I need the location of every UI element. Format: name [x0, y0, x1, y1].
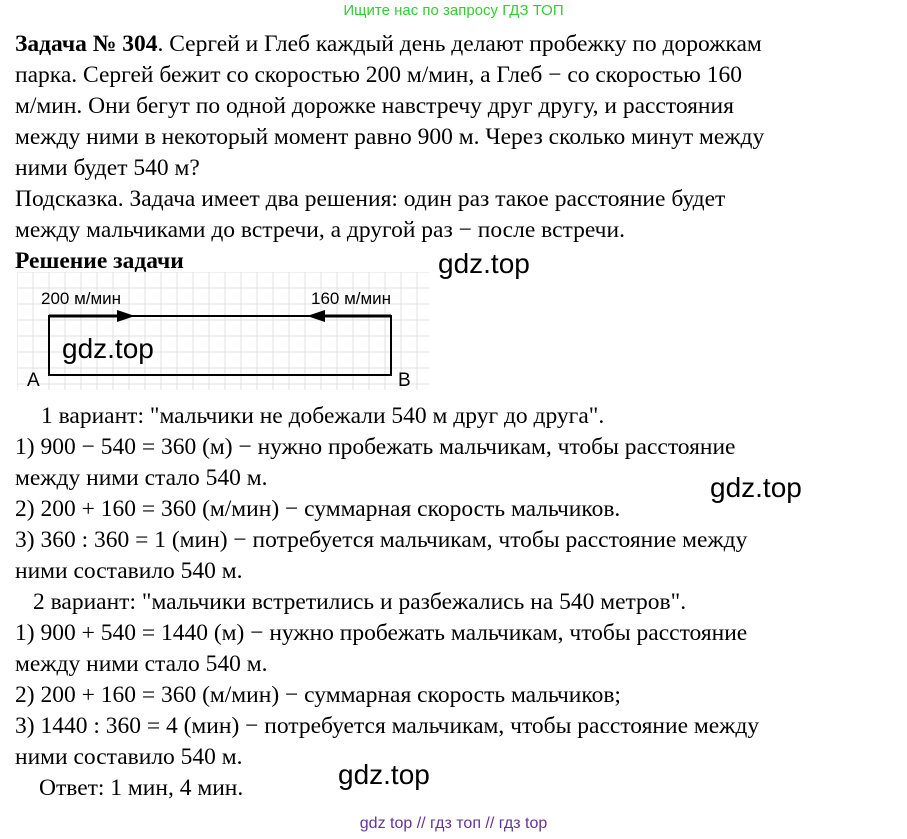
- task-line-3: м/мин. Они бегут по одной дорожке навстречу друг другу, и расстояния: [15, 93, 734, 119]
- top-banner: Ищите нас по запросу ГДЗ ТОП: [343, 2, 564, 19]
- variant1-line-3: 2) 200 + 160 = 360 (м/мин) − суммарная скорость мальчиков.: [15, 496, 621, 522]
- watermark: gdz.top: [338, 759, 430, 790]
- hint-line-2: между мальчиками до встречи, а другой раз − после встречи.: [15, 217, 625, 243]
- variant2-line-1: 1) 900 + 540 = 1440 (м) − нужно пробежать мальчикам, чтобы расстояние: [15, 620, 748, 646]
- solution-title: Решение задачи: [15, 248, 184, 274]
- task-line-1: Задача № 304. Сергей и Глеб каждый день делают пробежку по дорожкам: [15, 31, 762, 57]
- variant2-line-3: 2) 200 + 160 = 360 (м/мин) − суммарная скорость мальчиков;: [15, 682, 621, 708]
- variant2-line-2: между ними стало 540 м.: [15, 651, 268, 677]
- variant1-line-4: 3) 360 : 360 = 1 (мин) − потребуется мальчикам, чтобы расстояние между: [15, 527, 748, 553]
- variant2-title: 2 вариант: "мальчики встретились и разбежались на 540 метров".: [33, 589, 687, 615]
- watermark: gdz.top: [710, 472, 802, 503]
- footer: gdz top // гдз топ // гдз top: [359, 815, 548, 832]
- variant1-line-2: между ними стало 540 м.: [15, 465, 268, 491]
- task-line-5: ними будет 540 м?: [15, 155, 200, 181]
- variant2-line-5: ними составило 540 м.: [15, 744, 243, 770]
- variant2-line-4: 3) 1440 : 360 = 4 (мин) − потребуется мальчикам, чтобы расстояние между: [15, 713, 760, 739]
- left-speed-label: 200 м/мин: [41, 289, 122, 308]
- variant1-line-5: ними составило 540 м.: [15, 558, 243, 584]
- watermark: gdz.top: [62, 333, 154, 364]
- watermark: gdz.top: [438, 248, 530, 279]
- task-line-4: между ними в некоторый момент равно 900 м. Через сколько минут между: [15, 124, 765, 150]
- task-number: Задача № 304: [15, 31, 158, 57]
- point-b-label: B: [398, 370, 411, 390]
- variant1-line-1: 1) 900 − 540 = 360 (м) − нужно пробежать мальчикам, чтобы расстояние: [15, 434, 736, 460]
- route-diagram: [17, 272, 429, 390]
- right-speed-label: 160 м/мин: [311, 289, 392, 308]
- hint-line-1: Подсказка. Задача имеет два решения: один раз такое расстояние будет: [15, 186, 726, 212]
- document-body: [15, 29, 895, 804]
- task-line-2: парка. Сергей бежит со скоростью 200 м/мин, а Глеб − со скоростью 160: [15, 62, 742, 88]
- variant1-title: 1 вариант: "мальчики не добежали 540 м друг до друга".: [41, 403, 605, 429]
- point-a-label: A: [27, 370, 40, 390]
- answer: Ответ: 1 мин, 4 мин.: [39, 775, 244, 801]
